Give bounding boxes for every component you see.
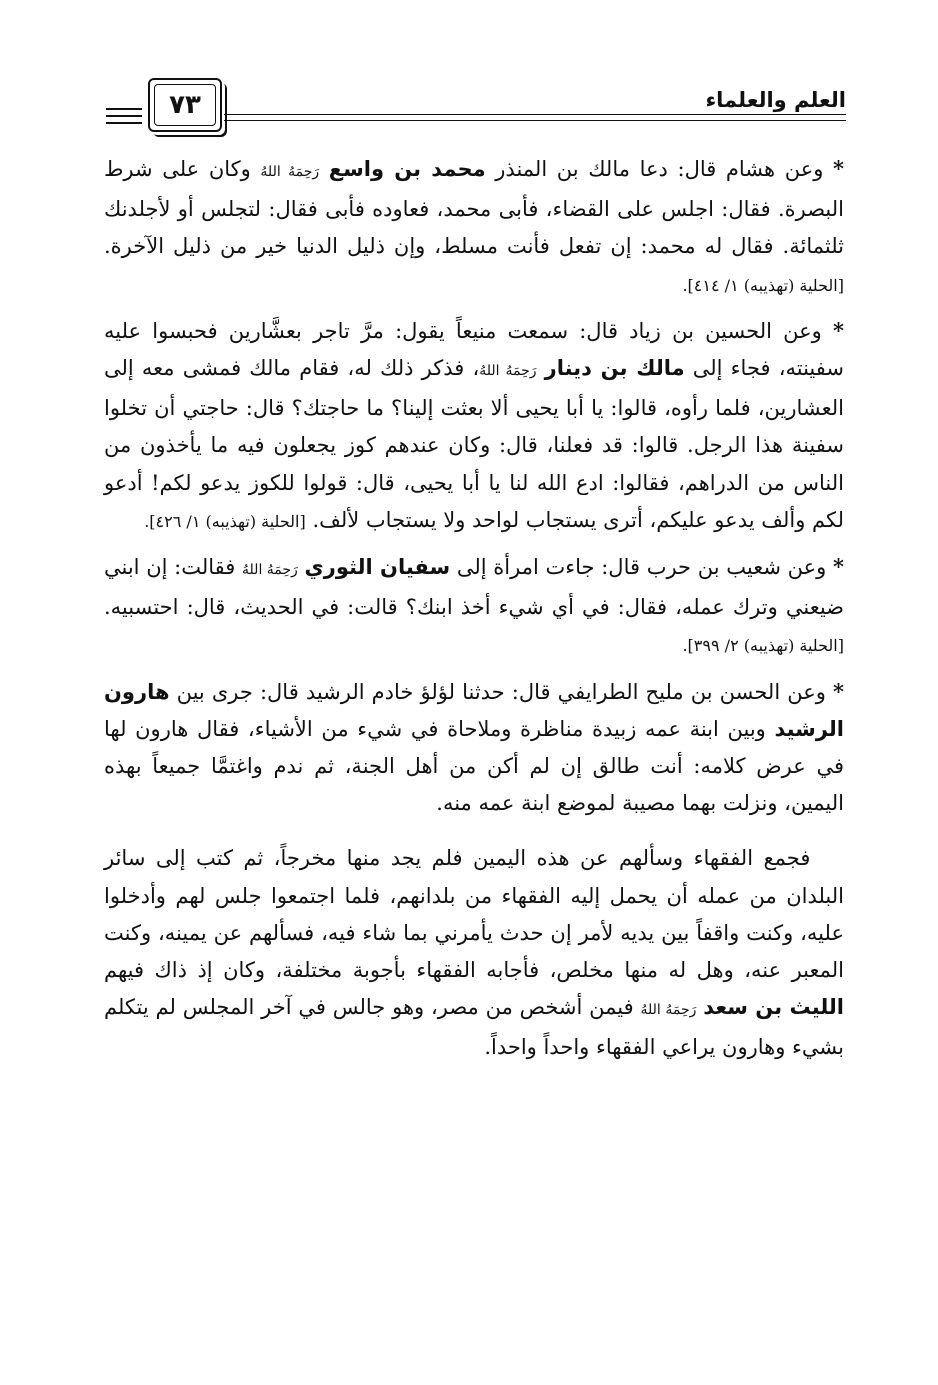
paragraph-marker: *	[833, 678, 844, 704]
citation: [الحلية (تهذيبه) ١/ ٤٢٦].	[144, 511, 306, 531]
header-rule-bottom	[224, 120, 846, 121]
paragraph-text: وعن الحسن بن مليح الطرايفي قال: حدثنا لؤلؤ خادم الرشيد قال: جرى بين	[176, 679, 826, 704]
honorific: رَحِمَهُ اللهُ	[479, 363, 537, 380]
page-number-frame	[148, 78, 222, 132]
citation: [الحلية (تهذيبه) ٢/ ٣٩٩].	[682, 636, 844, 656]
honorific: رَحِمَهُ اللهُ	[640, 1002, 697, 1019]
paragraph-3	[104, 548, 844, 665]
person-name: الليث بن سعد	[703, 995, 844, 1020]
running-title: العلم والعلماء	[705, 88, 846, 112]
page-number: ٧٣	[154, 84, 216, 126]
paragraph-text-continued: ، فذكر ذلك له، فقام مالك فمشى معه إلى العشارين، فلما رأوه، قالوا: يا أبا يحيى ألا بعثت إلينا؟ ما حاجتك؟ قال: حاجتي أن تخلوا سفينة هذا الرجل. قالوا: قد فعلنا، قال: وكان عندهم كوز يجعلون فيه ما يأخذون من الناس من الدراهم، فقالوا: ادع الله لنا يا أبا يحيى، قال: قولوا للكوز يدعو لكم! أدعو لكم وألف يدعو عليكم، أترى يستجاب لواحد ولا يستجاب لألف.	[104, 356, 844, 532]
paragraph-1	[104, 150, 844, 304]
page-header	[106, 72, 846, 132]
paragraph-marker: *	[833, 156, 844, 181]
header-rule-top	[224, 114, 846, 115]
paragraph-text: وعن شعيب بن حرب قال: جاءت امرأة إلى	[456, 555, 827, 580]
paragraph-text-continued: فيمن أشخص من مصر، وهو جالس في آخر المجلس لم يتكلم بشيء وهارون يراعي الفقهاء واحداً واحداً.	[104, 995, 844, 1060]
paragraph-4	[104, 673, 844, 823]
header-ornament-lines	[106, 108, 142, 129]
paragraph-text: وعن الحسين بن زياد قال: سمعت منيعاً يقول: مرَّ تاجر بعشَّارين فحبسوا عليه سفينته، فجاء إلى	[104, 318, 844, 381]
person-name: هارون الرشيد	[104, 679, 844, 741]
paragraph-text-continued: فقالت: إن ابني ضيعني وترك عمله، فقال: في أي شيء أخذ ابنك؟ قالت: في الحديث، قال: احتسبيه.	[104, 555, 844, 620]
honorific: رَحِمَهُ اللهُ	[242, 562, 298, 579]
paragraph-text-continued: وبين ابنة عمه زبيدة مناظرة وملاحاة في شيء من الأشياء، فقال هارون لها في عرض كلامه: أنت طالق إن لم أكن من أهل الجنة، ثم ندم واغتمَّا جميعاً بهذه اليمين، ونزلت بهما مصيبة لموضع ابنة عمه منه.	[104, 716, 844, 816]
person-name: سفيان الثوري	[304, 555, 451, 580]
paragraph-text-continued: وكان على شرط البصرة. فقال: اجلس على القضاء، فأبى محمد، فعاوده فأبى فقال: لتجلس أو لأجلدنك ثلثمائة. فقال له محمد: إن تفعل فأنت مسلط، وإن ذليل الدنيا خير من ذليل الآخرة.	[104, 157, 844, 259]
person-name: محمد بن واسع	[328, 157, 486, 181]
person-name: مالك بن دينار	[544, 356, 685, 381]
page-body	[104, 150, 844, 1075]
paragraph-2	[104, 312, 844, 540]
paragraph-text: وعن هشام قال: دعا مالك بن المنذر	[495, 157, 824, 181]
paragraph-marker: *	[833, 554, 844, 580]
citation: [الحلية (تهذيبه) ١/ ٤١٤].	[682, 275, 844, 295]
paragraph-marker: *	[833, 317, 844, 343]
paragraph-5	[104, 840, 844, 1066]
paragraph-text: فجمع الفقهاء وسألهم عن هذه اليمين فلم يجد منها مخرجاً، ثم كتب إلى سائر البلدان من عمله أن يحمل إليه الفقهاء من بلدانهم، فلما اجتمعوا جلس لهم وأدخلوا عليه، وكنت واقفاً بين يديه لأمر إن حدث يأمرني بما شاء فيه، فسألهم عن يمينه، وكنت المعبر عنه، وهل له منها مخلص، فأجابه الفقهاء بأجوبة مختلفة، وكان إذ ذاك فيهم	[104, 846, 844, 983]
honorific: رَحِمَهُ اللهُ	[260, 164, 320, 180]
